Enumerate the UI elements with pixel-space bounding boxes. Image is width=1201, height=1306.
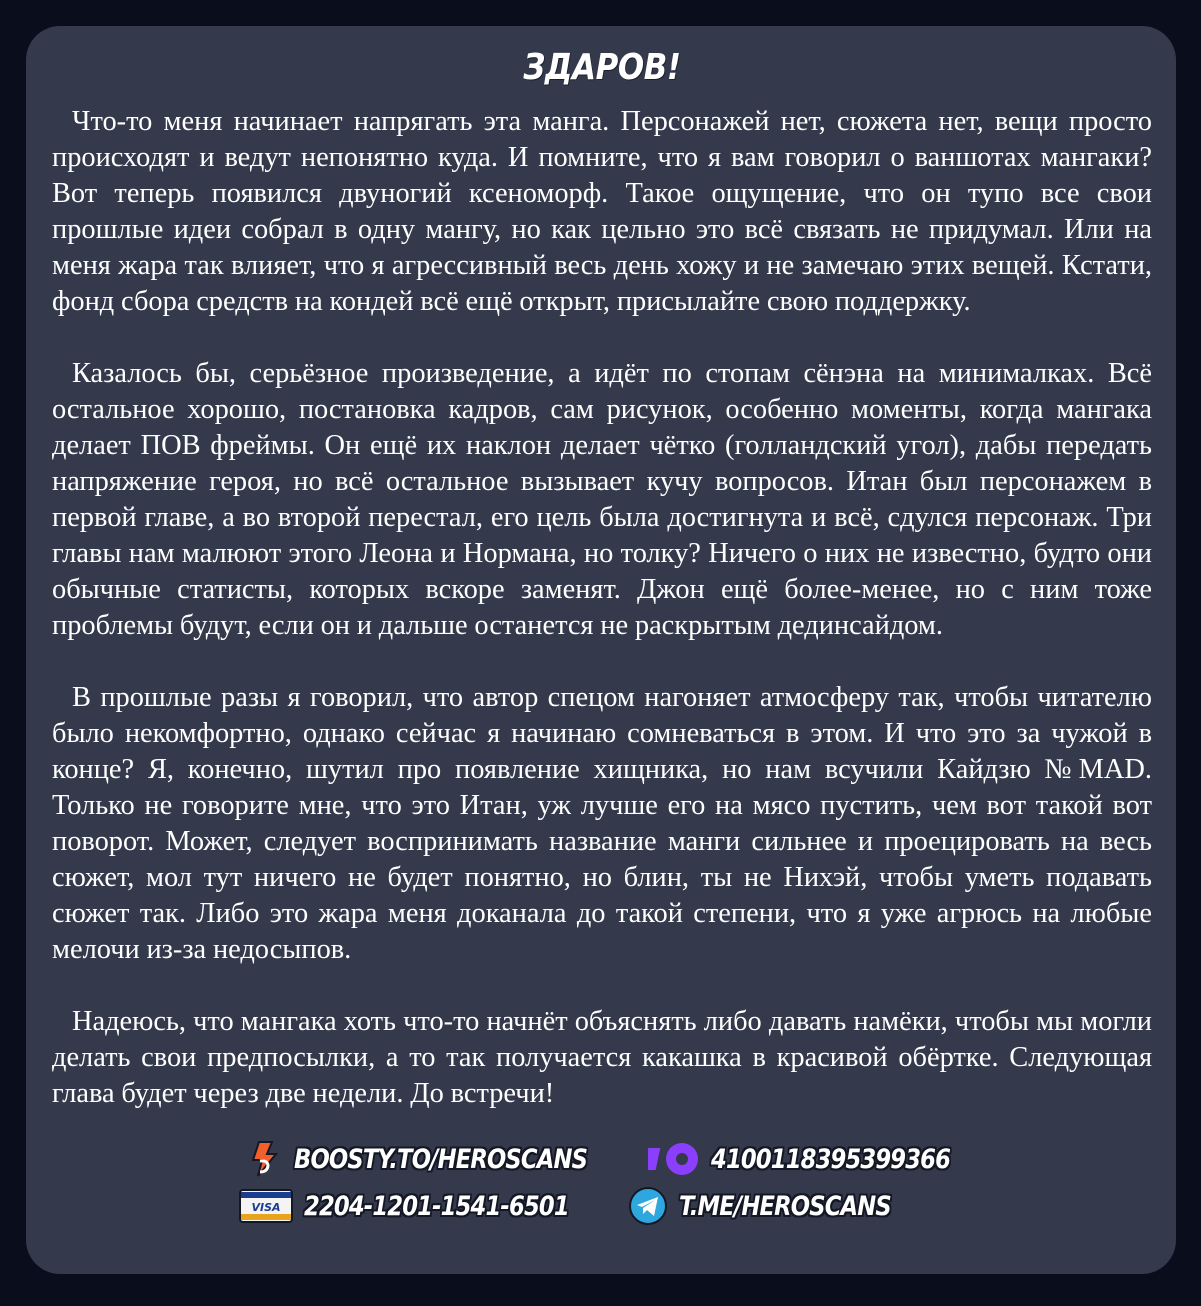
page-title: ЗДАРОВ!: [523, 47, 681, 88]
message-card: [26, 26, 1176, 1274]
boosty-link[interactable]: [244, 1139, 643, 1179]
paragraph-2: Казалось бы, серьёзное произведение, а идёт по стопам сёнэна на минималках. Всё остальное хорошо, постановка кадров, сам рисунок, особенно моменты, когда мангака делает ПОВ фреймы. Он ещё их наклон делает чётко (голландский угол), дабы передать напряжение героя, но всё остальное вызывает кучу вопросов. Итан был персонажем в первой главе, а во второй перестал, его цель была достигнута и всё, сдулся персонаж. Три главы нам малюют этого Леона и Нормана, но толку? Ничего о них не известно, будто они обычные статисты, которых вскоре заменят. Джон ещё более-менее, но с ним тоже проблемы будут, если он и дальше останется не раскрытым дединсайдом.: [52, 358, 1152, 641]
card-number[interactable]: [238, 1186, 619, 1226]
boosty-label: BOOSTY.TO/HEROSCANS: [294, 1143, 588, 1175]
telegram-icon: [627, 1185, 669, 1227]
paragraph-1: Что-то меня начинает напрягать эта манга. Персонажей нет, сюжета нет, вещи просто происходят и ведут непонятно куда. И помните, что я вам говорил о ваншотах мангаки? Вот теперь появился двуногий ксеноморф. Такое ощущение, что он тупо все свои прошлые идеи собрал в одну мангу, но как цельно это всё связать не придумал. Или на меня жара так влияет, что я агрессивный весь день хожу и не замечаю этих вещей. Кстати, фонд сбора средств на кондей всё ещё открыт, присылайте свою поддержку.: [52, 106, 1152, 317]
telegram-label: T.ME/HEROSCANS: [679, 1190, 892, 1222]
yoomoney-icon: [647, 1139, 701, 1179]
boosty-icon: [244, 1139, 284, 1179]
yoomoney-link[interactable]: [647, 1139, 996, 1179]
paragraph-3: В прошлые разы я говорил, что автор спецом нагоняет атмосферу так, чтобы читателю было некомфортно, однако сейчас я начинаю сомневаться в этом. И что это за чужой в конце? Я, конечно, шутил про появление хищника, но нам всучили Кайдзю №MAD. Только не говорите мне, что это Итан, уж лучше его на мясо пустить, чем вот такой вот поворот. Может, следует воспринимать название манги сильнее и проецировать на весь сюжет, мол тут ничего не будет понятно, но блин, ты не Нихэй, чтобы уметь подавать сюжет так. Либо это жара меня доканала до такой степени, что я уже агрюсь на любые мелочи из-за недосыпов.: [52, 682, 1152, 965]
donation-row-1: [244, 1139, 1010, 1179]
card-label: 2204-1201-1541-6501: [304, 1190, 569, 1222]
donation-row-2: [238, 1185, 945, 1227]
telegram-link[interactable]: [627, 1185, 931, 1227]
visa-card-icon: [238, 1186, 294, 1226]
visa-text: VISA: [251, 1201, 281, 1214]
donation-links: [26, 1139, 1176, 1239]
paragraph-4: Надеюсь, что мангака хоть что-то начнёт объяснять либо давать намёки, чтобы мы могли делать свои предпосылки, а то так получается какашка в красивой обёртке. Следующая глава будет через две недели. До встречи!: [52, 1006, 1152, 1109]
yoomoney-label: 4100118395399366: [710, 1143, 950, 1175]
